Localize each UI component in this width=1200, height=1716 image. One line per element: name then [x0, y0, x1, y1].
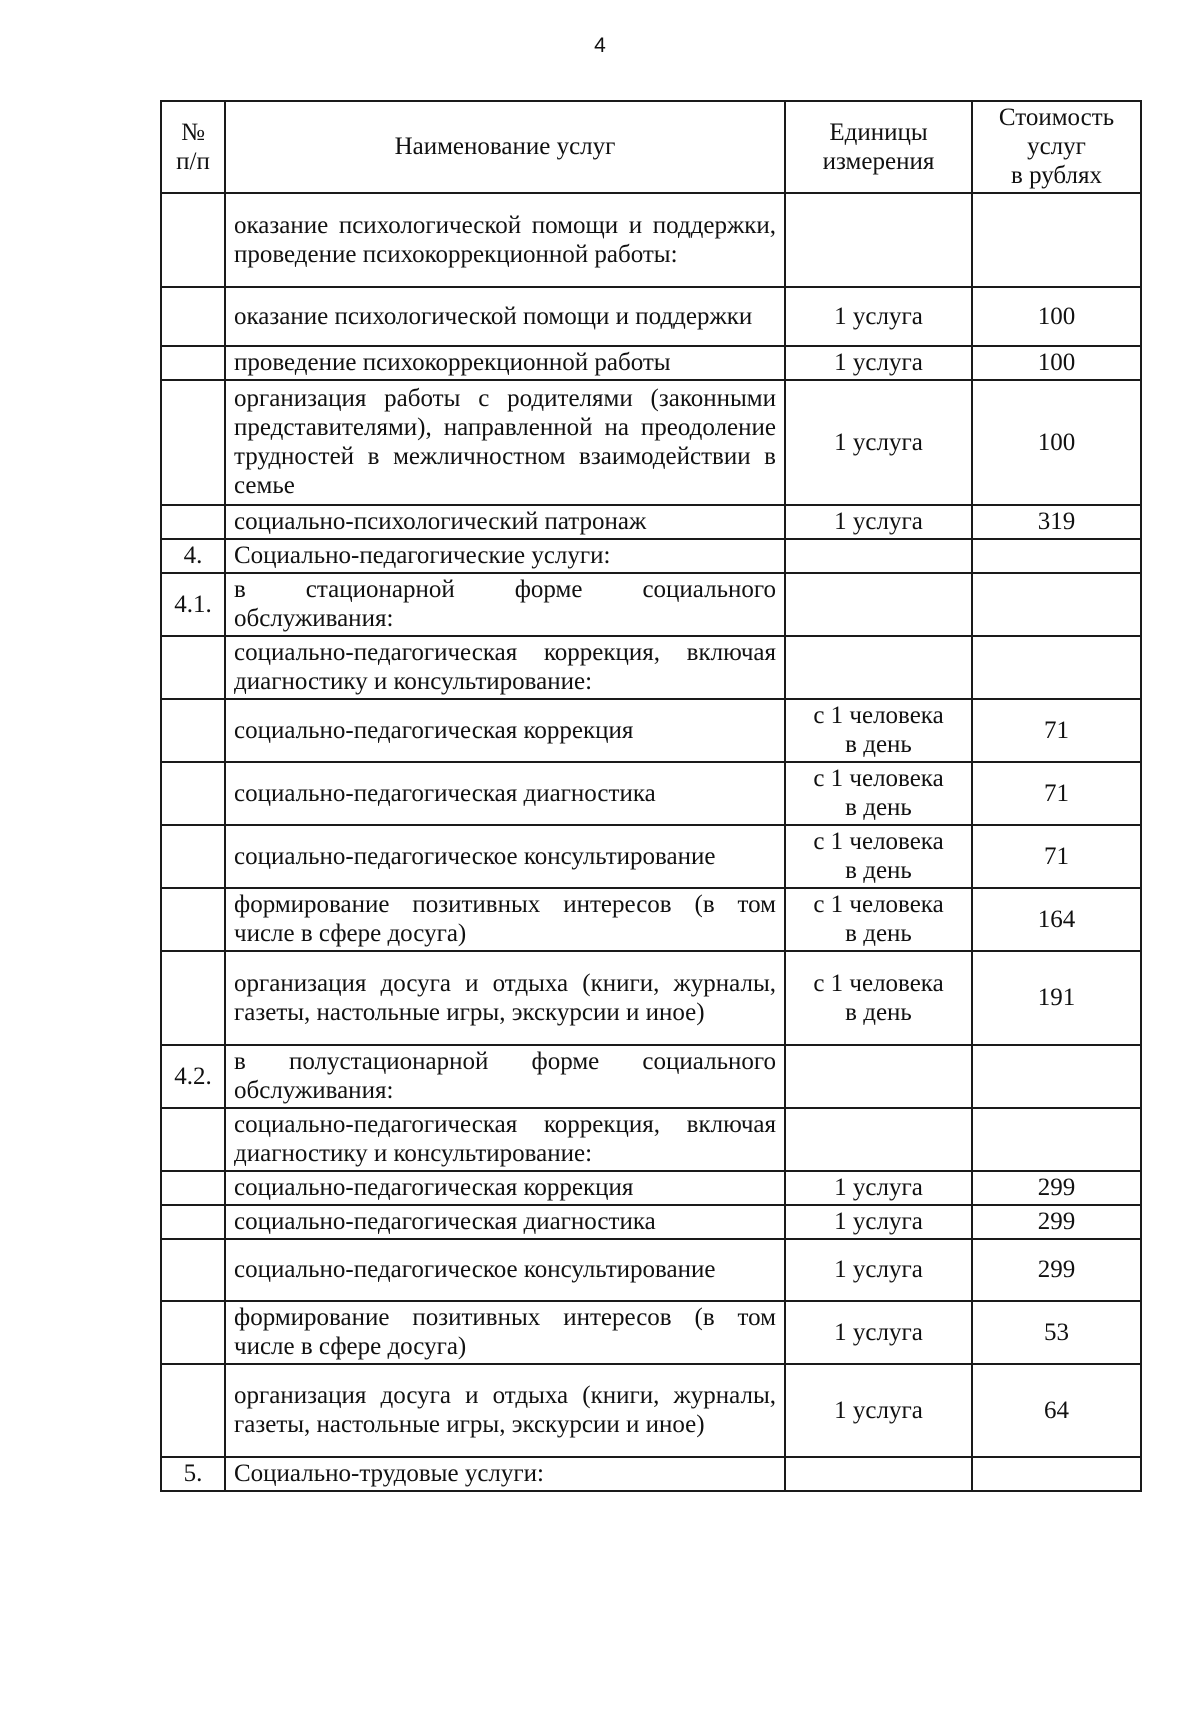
unit-cell: 1 услуга: [785, 1364, 972, 1457]
service-name-cell: организация досуга и отдыха (книги, журналы, газеты, настольные игры, экскурсии и иное): [225, 951, 785, 1045]
cost-cell: [972, 1045, 1141, 1108]
table-row: [161, 699, 1141, 762]
row-number-cell: [161, 699, 225, 762]
unit-cell: [785, 573, 972, 636]
cost-cell: 71: [972, 762, 1141, 825]
cost-cell: 100: [972, 287, 1141, 346]
unit-cell: 1 услуга: [785, 1239, 972, 1301]
row-number-cell: [161, 193, 225, 287]
row-number-cell: [161, 505, 225, 539]
cost-cell: [972, 1108, 1141, 1171]
header-cost: Стоимость услуг в рублях: [972, 101, 1141, 193]
row-number-cell: [161, 1239, 225, 1301]
service-name-cell: оказание психологической помощи и поддержки: [225, 287, 785, 346]
service-name-cell: социально-педагогическая коррекция: [225, 1171, 785, 1205]
table-row: [161, 1205, 1141, 1239]
row-number-cell: 4.2.: [161, 1045, 225, 1108]
cost-cell: [972, 539, 1141, 573]
cost-cell: [972, 193, 1141, 287]
cost-cell: 100: [972, 380, 1141, 505]
table-row: [161, 951, 1141, 1045]
header-service-name: Наименование услуг: [225, 101, 785, 193]
cost-cell: 64: [972, 1364, 1141, 1457]
cost-cell: 164: [972, 888, 1141, 951]
unit-cell: с 1 человека в день: [785, 762, 972, 825]
service-name-cell: формирование позитивных интересов (в том числе в сфере досуга): [225, 1301, 785, 1364]
table-row: [161, 346, 1141, 380]
header-number: № п/п: [161, 101, 225, 193]
unit-cell: 1 услуга: [785, 380, 972, 505]
row-number-cell: [161, 1364, 225, 1457]
service-name-cell: социально-педагогическая диагностика: [225, 762, 785, 825]
page-number: 4: [594, 34, 606, 57]
unit-cell: 1 услуга: [785, 1301, 972, 1364]
unit-cell: 1 услуга: [785, 1171, 972, 1205]
unit-cell: 1 услуга: [785, 505, 972, 539]
service-name-cell: формирование позитивных интересов (в том числе в сфере досуга): [225, 888, 785, 951]
cost-cell: 100: [972, 346, 1141, 380]
table-row: [161, 1239, 1141, 1301]
row-number-cell: [161, 380, 225, 505]
service-name-cell: социально-педагогическое консультирование: [225, 1239, 785, 1301]
row-number-cell: [161, 1301, 225, 1364]
header-unit: Единицы измерения: [785, 101, 972, 193]
service-name-cell: социально-педагогическая коррекция, включая диагностику и консультирование:: [225, 1108, 785, 1171]
row-number-cell: [161, 287, 225, 346]
table-row: [161, 1108, 1141, 1171]
table-row: [161, 825, 1141, 888]
service-name-cell: оказание психологической помощи и поддержки, проведение психокоррекционной работы:: [225, 193, 785, 287]
unit-cell: [785, 636, 972, 699]
table-row: [161, 505, 1141, 539]
cost-cell: 299: [972, 1171, 1141, 1205]
row-number-cell: [161, 762, 225, 825]
cost-cell: 299: [972, 1239, 1141, 1301]
unit-cell: 1 услуга: [785, 1205, 972, 1239]
unit-cell: с 1 человека в день: [785, 825, 972, 888]
service-name-cell: социально-педагогическое консультирование: [225, 825, 785, 888]
table-row: [161, 1364, 1141, 1457]
service-name-cell: Социально-педагогические услуги:: [225, 539, 785, 573]
cost-cell: 71: [972, 699, 1141, 762]
table-row: [161, 539, 1141, 573]
table-row: [161, 636, 1141, 699]
table-row: [161, 888, 1141, 951]
service-name-cell: организация работы с родителями (законными представителями), направленной на преодоление трудностей в межличностном взаимодействии в семье: [225, 380, 785, 505]
table-row: [161, 762, 1141, 825]
row-number-cell: [161, 636, 225, 699]
service-name-cell: организация досуга и отдыха (книги, журналы, газеты, настольные игры, экскурсии и иное): [225, 1364, 785, 1457]
row-number-cell: [161, 346, 225, 380]
unit-cell: [785, 1108, 972, 1171]
cost-cell: 191: [972, 951, 1141, 1045]
service-name-cell: социально-психологический патронаж: [225, 505, 785, 539]
table-row: [161, 1301, 1141, 1364]
row-number-cell: 4.1.: [161, 573, 225, 636]
unit-cell: с 1 человека в день: [785, 951, 972, 1045]
service-name-cell: социально-педагогическая коррекция: [225, 699, 785, 762]
unit-cell: [785, 539, 972, 573]
table-header-row: [161, 101, 1141, 193]
table-body: [161, 193, 1141, 1491]
cost-cell: [972, 1457, 1141, 1491]
unit-cell: с 1 человека в день: [785, 888, 972, 951]
table-row: [161, 573, 1141, 636]
service-name-cell: проведение психокоррекционной работы: [225, 346, 785, 380]
unit-cell: с 1 человека в день: [785, 699, 972, 762]
row-number-cell: [161, 888, 225, 951]
table-row: [161, 380, 1141, 505]
table-row: [161, 1171, 1141, 1205]
table-row: [161, 1045, 1141, 1108]
unit-cell: [785, 1457, 972, 1491]
unit-cell: 1 услуга: [785, 346, 972, 380]
row-number-cell: [161, 951, 225, 1045]
cost-cell: 53: [972, 1301, 1141, 1364]
service-name-cell: в стационарной форме социального обслуживания:: [225, 573, 785, 636]
service-price-table: [160, 100, 1142, 1492]
cost-cell: 71: [972, 825, 1141, 888]
row-number-cell: [161, 1205, 225, 1239]
service-name-cell: социально-педагогическая коррекция, включая диагностику и консультирование:: [225, 636, 785, 699]
service-name-cell: в полустационарной форме социального обслуживания:: [225, 1045, 785, 1108]
row-number-cell: [161, 1171, 225, 1205]
table-row: [161, 193, 1141, 287]
cost-cell: 319: [972, 505, 1141, 539]
row-number-cell: [161, 825, 225, 888]
unit-cell: 1 услуга: [785, 287, 972, 346]
table-row: [161, 287, 1141, 346]
row-number-cell: 5.: [161, 1457, 225, 1491]
row-number-cell: [161, 1108, 225, 1171]
service-name-cell: Социально-трудовые услуги:: [225, 1457, 785, 1491]
cost-cell: [972, 573, 1141, 636]
table-row: [161, 1457, 1141, 1491]
cost-cell: 299: [972, 1205, 1141, 1239]
unit-cell: [785, 193, 972, 287]
cost-cell: [972, 636, 1141, 699]
unit-cell: [785, 1045, 972, 1108]
row-number-cell: 4.: [161, 539, 225, 573]
service-name-cell: социально-педагогическая диагностика: [225, 1205, 785, 1239]
